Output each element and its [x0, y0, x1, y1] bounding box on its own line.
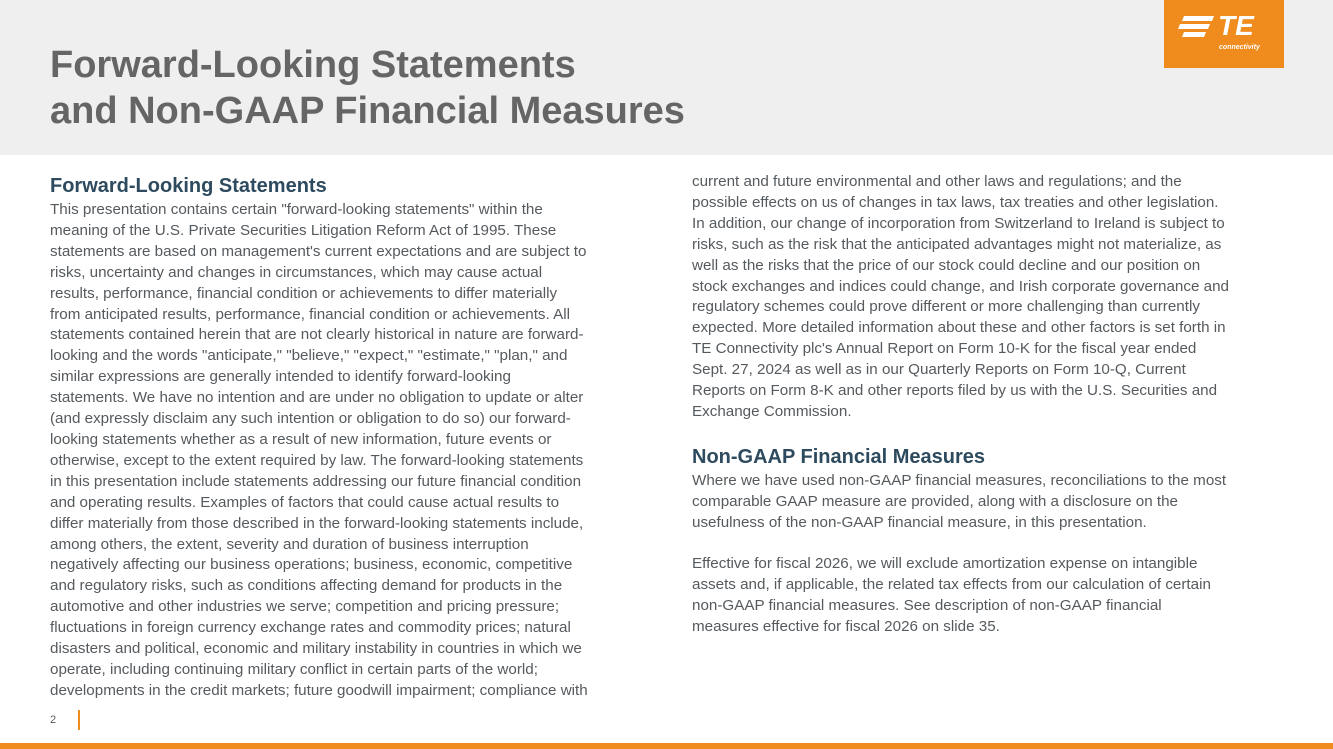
text-line: disasters and political, economic and military instability in countries in which we	[50, 640, 582, 658]
slide-title-line-2: and Non-GAAP Financial Measures	[50, 90, 685, 132]
text-line: automotive and other industries we serve; competition and pricing pressure;	[50, 598, 560, 616]
text-line: regulatory schemes could prove different or more challenging than currently	[692, 298, 1200, 316]
slide-title	[50, 42, 685, 134]
text-line: current and future environmental and other laws and regulations; and the	[692, 173, 1182, 190]
text-line: Exchange Commission.	[692, 402, 852, 420]
text-line: risks, such as the risk that the anticipated advantages might not materialize, as	[692, 235, 1222, 253]
text-line: In addition, our change of incorporation from Switzerland to Ireland is subject to	[692, 214, 1225, 232]
text-line: stock exchanges and indices could change, and Irish corporate governance and	[692, 277, 1229, 295]
text-line: risks, uncertainty and changes in circumstances, which may cause actual	[50, 263, 543, 281]
text-line: negatively affecting our business operations; business, economic, competitive	[50, 556, 573, 574]
text-line: Sept. 27, 2024 as well as in our Quarterly Reports on Form 10-Q, Current	[692, 361, 1186, 379]
text-line: well as the risks that the price of our stock could decline and our position on	[692, 256, 1201, 274]
slide-title-line-1: Forward-Looking Statements	[50, 44, 576, 86]
non-gaap-paragraph-1	[692, 471, 1292, 534]
text-line: operate, including continuing military conflict in certain parts of the world;	[50, 660, 538, 678]
text-line: possible effects on us of changes in tax laws, tax treaties and other legislation.	[692, 193, 1219, 211]
forward-looking-paragraph	[50, 200, 650, 702]
left-column	[50, 172, 650, 702]
text-line: statements are based on management's current expectations and are subject to	[50, 242, 587, 260]
page-number: 2	[50, 714, 57, 726]
text-line: from anticipated results, performance, financial condition or achievements. All	[50, 305, 571, 323]
text-line: in this presentation include statements addressing our future financial condition	[50, 472, 582, 490]
text-line: differ materially from those described in the forward-looking statements include,	[50, 514, 584, 532]
text-line: TE Connectivity plc's Annual Report on Form 10-K for the fiscal year ended	[692, 340, 1197, 358]
page-number-divider	[78, 710, 80, 730]
text-line: Reports on Form 8-K and other reports filed by us with the U.S. Securities and	[692, 382, 1218, 400]
text-line: (and expressly disclaim any such intention or obligation to do so) our forward-	[50, 410, 571, 428]
text-line: looking and the words "anticipate," "believe," "expect," "estimate," "plan," and	[50, 347, 568, 365]
text-line: This presentation contains certain "forward-looking statements" within the	[50, 201, 543, 218]
text-line: looking statements whether as a result of new information, future events or	[50, 430, 552, 448]
text-line: fluctuations in foreign currency exchange rates and commodity prices; natural	[50, 619, 571, 637]
text-line: usefulness of the non-GAAP financial measure, in this presentation.	[692, 513, 1147, 531]
te-stripes-icon	[1176, 14, 1216, 38]
text-line: meaning of the U.S. Private Securities Litigation Reform Act of 1995. These	[50, 221, 557, 239]
text-line: statements contained herein that are not clearly historical in nature are forward-	[50, 326, 584, 344]
text-line: and operating results. Examples of factors that could cause actual results to	[50, 493, 560, 511]
text-line: among others, the extent, severity and duration of business interruption	[50, 535, 529, 553]
right-column	[692, 172, 1292, 638]
te-connectivity-logo	[1164, 0, 1284, 68]
text-line: results, performance, financial condition or achievements to differ materially	[50, 284, 558, 302]
forward-looking-heading: Forward-Looking Statements	[50, 175, 327, 197]
text-line: comparable GAAP measure are provided, along with a disclosure on the	[692, 492, 1178, 510]
text-line: developments in the credit markets; future goodwill impairment; compliance with	[50, 681, 588, 699]
text-line: assets and, if applicable, the related tax effects from our calculation of certain	[692, 576, 1211, 594]
logo-tagline: connectivity	[1219, 44, 1260, 51]
non-gaap-paragraph-2	[692, 554, 1292, 638]
spacer	[692, 423, 1292, 443]
text-line: non-GAAP financial measures. See description of non-GAAP financial	[692, 597, 1162, 615]
forward-looking-continued	[692, 172, 1292, 423]
text-line: and regulatory risks, such as conditions affecting demand for products in the	[50, 577, 563, 595]
text-line: statements. We have no intention and are under no obligation to update or alter	[50, 389, 584, 407]
spacer	[692, 534, 1292, 555]
text-line: otherwise, except to the extent required by law. The forward-looking statements	[50, 451, 584, 469]
text-line: measures effective for fiscal 2026 on slide 35.	[692, 618, 1000, 636]
text-line: similar expressions are generally intended to identify forward-looking	[50, 368, 511, 386]
text-line: Effective for fiscal 2026, we will exclude amortization expense on intangible	[692, 555, 1198, 573]
bottom-accent-bar	[0, 743, 1333, 749]
logo-brand: TE	[1218, 10, 1254, 41]
text-line: Where we have used non-GAAP financial measures, reconciliations to the most	[692, 471, 1227, 489]
text-line: expected. More detailed information about these and other factors is set forth in	[692, 319, 1226, 337]
non-gaap-heading: Non-GAAP Financial Measures	[692, 445, 986, 468]
